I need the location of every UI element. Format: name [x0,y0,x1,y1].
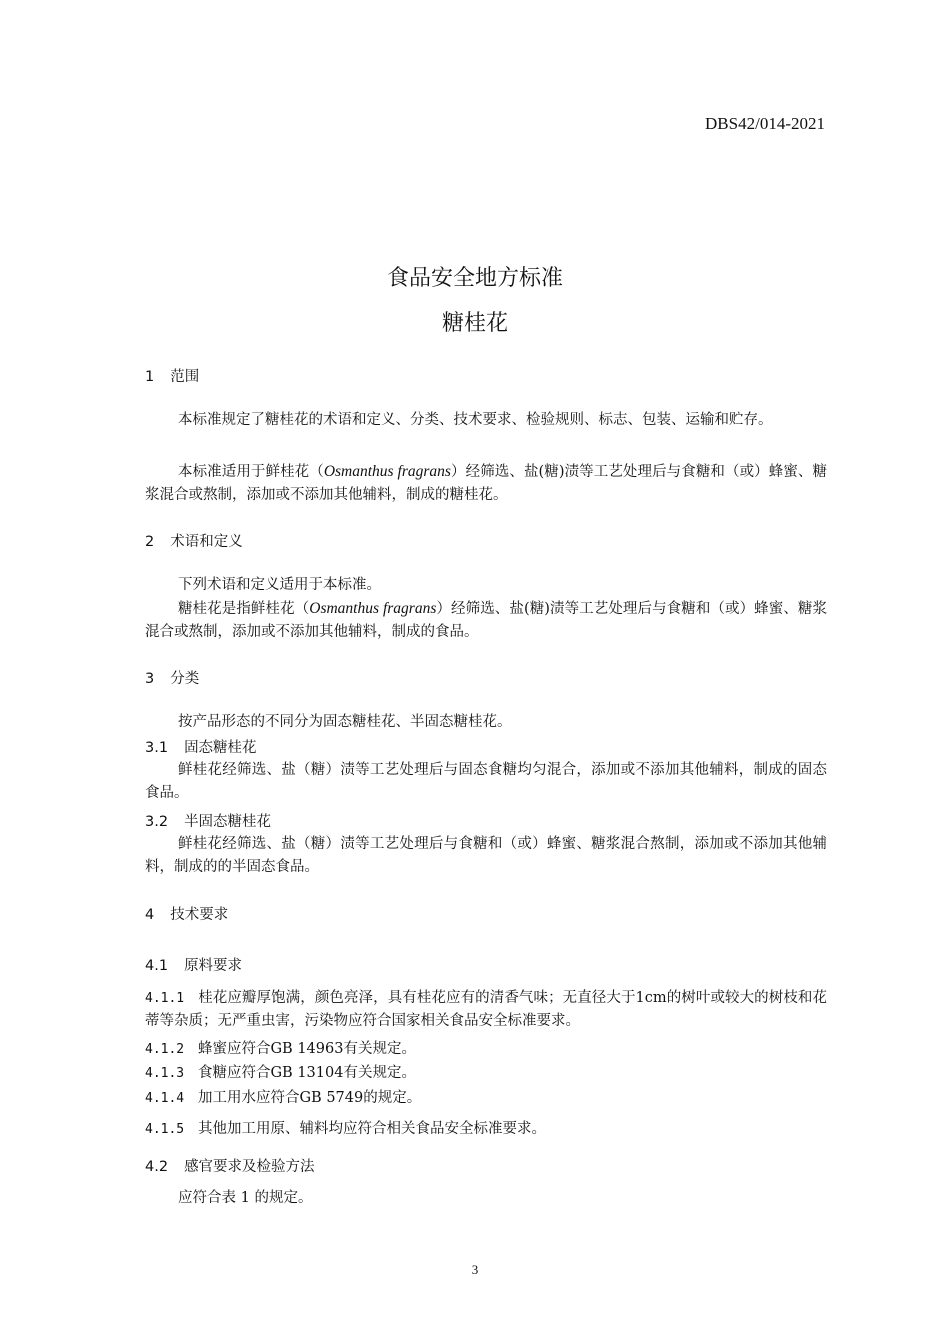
section-heading-classification [145,667,199,688]
text-run: 糖桂花是指鲜桂花（ [178,601,310,617]
clause-text: 蜂蜜应符合GB 14963有关规定。 [197,1041,416,1057]
subsection-number: 3.1 [145,740,169,756]
clause-number: 4.1.4 [145,1091,185,1106]
clause-number: 4.1.5 [145,1122,185,1137]
subsection-heading [145,954,242,975]
clause-text: 其他加工用原、辅料均应符合相关食品安全标准要求。 [197,1121,546,1137]
clause [145,1038,827,1061]
section-heading-scope [145,365,199,386]
clause-number: 4.1.3 [145,1066,185,1081]
subsection-title: 原料要求 [184,958,243,974]
paragraph [145,460,827,507]
section-title: 范围 [170,369,200,385]
subsection-number: 3.2 [145,814,169,830]
subsection-title: 固态糖桂花 [184,740,257,756]
clause [145,987,827,1033]
clause [145,1087,827,1110]
paragraph [145,597,827,644]
paragraph: 鲜桂花经筛选、盐（糖）渍等工艺处理后与固态食糖均匀混合，添加或不添加其他辅料，制成的固态食品。 [145,762,827,801]
subsection-heading [145,736,257,757]
clause [145,1062,827,1085]
section-number: 1 [145,369,155,385]
section-heading-requirements [145,903,228,924]
clause-text: 桂花应瓣厚饱满，颜色亮泽，具有桂花应有的清香气味；无直径大于1cm的树叶或较大的树枝和花蒂等杂质；无严重虫害，污染物应符合国家相关食品安全标准要求。 [145,990,827,1029]
paragraph: 按产品形态的不同分为固态糖桂花、半固态糖桂花。 [178,714,512,730]
paragraph: 本标准规定了糖桂花的术语和定义、分类、技术要求、检验规则、标志、包装、运输和贮存。 [178,412,773,428]
section-number: 4 [145,907,155,923]
subsection-heading [145,1155,315,1176]
clause-text: 加工用水应符合GB 5749的规定。 [197,1090,422,1106]
clause-text: 食糖应符合GB 13104有关规定。 [197,1065,416,1081]
paragraph: 下列术语和定义适用于本标准。 [178,577,381,593]
clause [145,1118,827,1141]
paragraph: 鲜桂花经筛选、盐（糖）渍等工艺处理后与食糖和（或）蜂蜜、糖浆混合熬制，添加或不添加其他辅料，制成的的半固态食品。 [145,836,827,875]
document-number: DBS42/014-2021 [705,114,825,133]
latin-name: Osmanthus fragrans [309,600,437,617]
section-title: 分类 [170,671,200,687]
section-number: 2 [145,534,155,550]
text-run: ）经筛选、盐(糖)渍等工艺处理后与食糖和（或）蜂蜜、糖浆混合或熬制，添加或不添加其他辅料，制成的糖桂花。 [145,464,827,503]
subsection-number: 4.2 [145,1159,169,1175]
subsection-title: 半固态糖桂花 [184,814,272,830]
section-number: 3 [145,671,155,687]
paragraph: 应符合表 1 的规定。 [178,1190,313,1206]
section-title: 术语和定义 [170,534,243,550]
section-heading-terms [145,530,243,551]
clause-number: 4.1.2 [145,1042,185,1057]
document-subtitle: 糖桂花 [441,311,508,336]
subsection-number: 4.1 [145,958,169,974]
text-run: ）经筛选、盐(糖)渍等工艺处理后与食糖和（或）蜂蜜、糖浆混合或熬制，添加或不添加其他辅料，制成的食品。 [145,601,828,640]
section-title: 技术要求 [170,907,229,923]
latin-name: Osmanthus fragrans [323,463,451,480]
document-title: 食品安全地方标准 [386,266,563,291]
text-run: 本标准适用于鲜桂花（ [178,464,324,480]
page-number: 3 [471,1262,479,1277]
clause-number: 4.1.1 [145,991,185,1006]
subsection-heading [145,810,271,831]
subsection-title: 感官要求及检验方法 [184,1159,315,1175]
